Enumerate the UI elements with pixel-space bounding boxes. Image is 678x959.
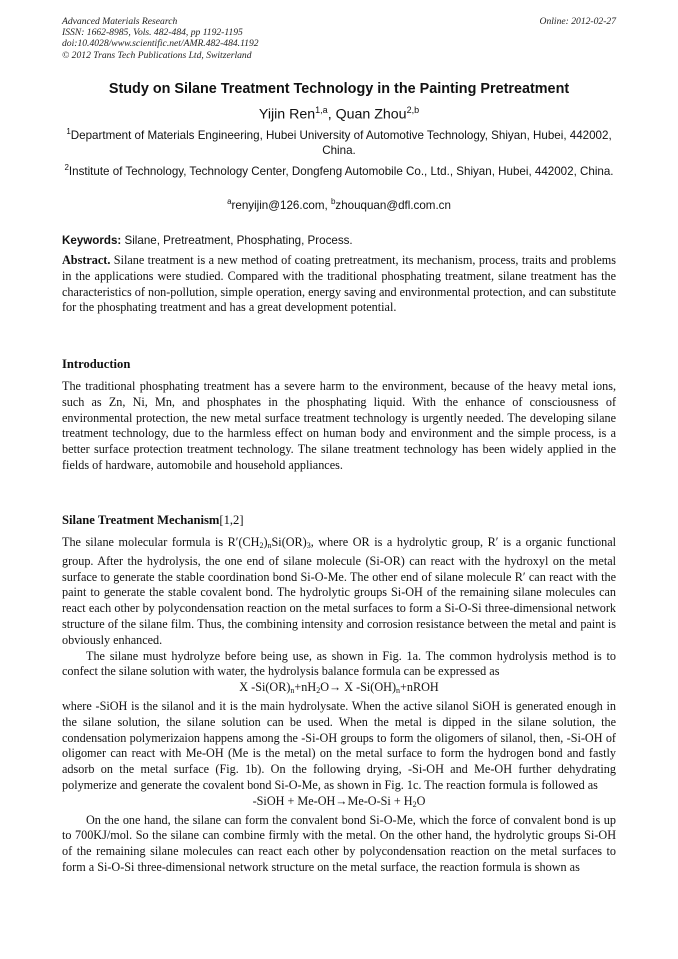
mechanism-paragraph-1 bbox=[62, 535, 616, 649]
text-run: , where OR is a hydrolytic group, R′ is a organic functional group. After the hydrolysis, the one end of silane molecule (Si-OR) can react with the hydroxyl on the metal surface to generate the stable coordination bond Si-O-Me. The other end of silane molecule R′ can react with the paint to generate the stable covalent bond. The hydrolytic groups Si-OH of the remaining silane molecules can react each other by polycondensation reaction on the metal surfaces to form a Si-O-Si three-dimensional network structure of the silane film. Thus, the combining intensity and corrosion resistance between the metal and paint is obviously enhanced. bbox=[62, 535, 616, 647]
email-link[interactable]: renyijin@126.com bbox=[231, 198, 325, 212]
text-run: -SiOH + Me-OH→Me-O-Si + H bbox=[252, 793, 413, 808]
keywords-text: Silane, Pretreatment, Phosphating, Process. bbox=[121, 234, 353, 247]
email-separator: , bbox=[324, 198, 331, 212]
mechanism-paragraph-3: where -SiOH is the silanol and it is the main hydrolysate. When the active silanol SiOH is generated enough in the silane solution, the silane solution can be used. When the metal is dipped in the silane solution, the condensation polymerizaion happens among the -Si-OH groups to form the oligomers of silanol, then, -Si-OH of oligomer can react with Me-OH (Me is the metal) on the metal surface to form the hydrogen bond and fastly adsorb on the metal surface (Fig. 1b). On the following drying, -Si-OH and Me-OH further dehydrating polymerize and generate the covalent bond Si-O-Me, as shown in Fig. 1c. The reaction formula is followed as bbox=[62, 698, 616, 792]
introduction-paragraph: The traditional phosphating treatment has a severe harm to the environment, because of the heavy metal ions, such as Zn, Ni, Mn, and phosphates in the phosphating liquid. With the enhance of consciousness of environmental protection, the new metal surface treatment technology is urgently needed. The developing silane treatment technology, due to the harmless effect on human body and environment and the simple process, is a better surface protection treatment technology. The silane treatment technology has been widely applied in the fields of hardware, automobile and household appliances. bbox=[62, 379, 616, 472]
condensation-formula bbox=[62, 794, 616, 813]
text-run: +nROH bbox=[400, 680, 439, 695]
section-heading-introduction: Introduction bbox=[62, 357, 131, 371]
email-marker: b bbox=[330, 197, 336, 206]
author-affiliation-marker: 2,b bbox=[406, 105, 420, 115]
keywords-label: Keywords: bbox=[62, 234, 122, 247]
abstract-text: Silane treatment is a new method of coating pretreatment, its mechanism, process, traits and problems in the applications were studied. Compared with the traditional phosphating treatment, silane treatment has the characteristics of non-pollution, simple operation, energy saving and environmental protection, and can substitute for the phosphating treatment and has a great development potential. bbox=[62, 253, 616, 315]
email-link[interactable]: zhouquan@dfl.com.cn bbox=[335, 198, 451, 212]
author-list bbox=[62, 105, 616, 123]
affiliation bbox=[62, 160, 616, 179]
hydrolysis-formula bbox=[62, 680, 616, 699]
journal-name: Advanced Materials Research bbox=[62, 16, 178, 27]
abstract-label: Abstract. bbox=[62, 253, 111, 267]
subscript: 2 bbox=[316, 686, 321, 696]
text-run: ) bbox=[263, 535, 268, 549]
mechanism-paragraph-4: On the one hand, the silane can form the convalent bond Si-O-Me, which the force of convalent bond is up to 700KJ/mol. So the silane can combine firmly with the metal. On the other hand, the hydrolytic groups Si-OH of the remaining silane molecules can react each other by polycondensation reaction on the metal surfaces to form a Si-O-Si three-dimensional network structure on the metal surface, the reaction formula is shown as bbox=[62, 812, 616, 874]
section-heading-mechanism bbox=[62, 513, 616, 528]
subscript: 2 bbox=[412, 799, 417, 809]
author-name: Quan Zhou bbox=[335, 106, 407, 123]
affiliation bbox=[62, 124, 616, 158]
text-run: +nH bbox=[294, 680, 317, 695]
author-name: Yijin Ren bbox=[258, 106, 316, 123]
text-run: O bbox=[416, 793, 426, 808]
mechanism-reference: [1,2] bbox=[219, 513, 244, 527]
mechanism-paragraph-2: The silane must hydrolyze before being use, as shown in Fig. 1a. The common hydrolysis method is to confect the silane solution with water, the hydrolysis balance formula can be expressed as bbox=[62, 648, 616, 679]
author-emails bbox=[62, 197, 616, 212]
text-run: X -Si(OR) bbox=[239, 680, 291, 695]
abstract bbox=[62, 253, 616, 316]
text-run: O→ X -Si(OH) bbox=[320, 680, 397, 695]
journal-doi: doi:10.4028/www.scientific.net/AMR.482-484.1192 bbox=[62, 38, 259, 50]
author-separator: , bbox=[327, 106, 336, 123]
affiliation-text: Department of Materials Engineering, Hubei University of Automotive Technology, Shiyan, Hubei, 442002, China. bbox=[70, 128, 612, 157]
author-affiliation-marker: 1,a bbox=[315, 105, 328, 115]
affiliation-text: Institute of Technology, Technology Center, Dongfeng Automobile Co., Ltd., Shiyan, Hubei, 442002, China. bbox=[68, 164, 614, 178]
affiliation-marker: 1 bbox=[66, 127, 71, 136]
journal-copyright: © 2012 Trans Tech Publications Ltd, Switzerland bbox=[62, 49, 252, 61]
subscript: 2 bbox=[259, 541, 264, 550]
subscript: n bbox=[267, 541, 272, 550]
paper-title: Study on Silane Treatment Technology in the Painting Pretreatment bbox=[108, 81, 570, 97]
journal-issn: ISSN: 1662-8985, Vols. 482-484, pp 1192-1195 bbox=[62, 27, 243, 39]
email-marker: a bbox=[227, 197, 232, 206]
text-run: Si(OR) bbox=[271, 535, 307, 549]
online-date: Online: 2012-02-27 bbox=[539, 16, 616, 27]
subscript: n bbox=[396, 686, 401, 696]
mechanism-body bbox=[62, 535, 616, 876]
journal-header bbox=[62, 16, 616, 61]
affiliation-marker: 2 bbox=[64, 163, 69, 172]
subscript: n bbox=[290, 686, 295, 696]
keywords bbox=[62, 234, 616, 247]
subscript: 3 bbox=[306, 541, 311, 550]
text-run: The silane molecular formula is R′(CH bbox=[62, 535, 260, 549]
mechanism-heading-text: Silane Treatment Mechanism bbox=[62, 513, 220, 527]
